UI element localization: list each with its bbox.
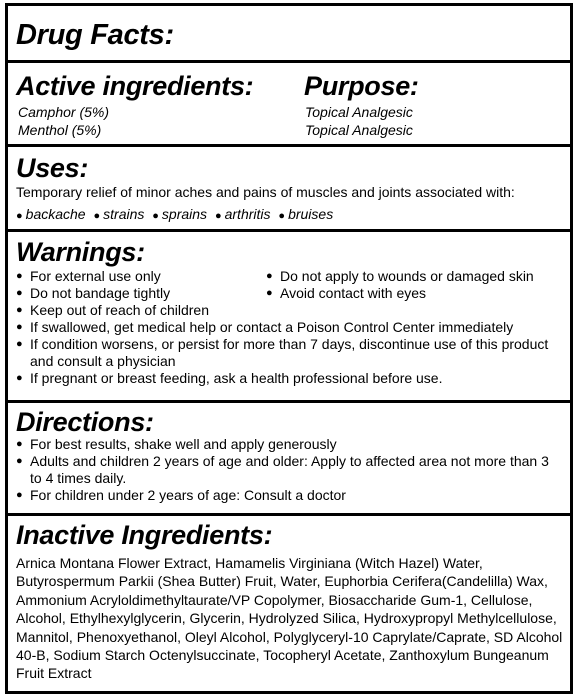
inactive-ingredients-text: Arnica Montana Flower Extract, Hamamelis Virginiana (Witch Hazel) Water, Butyrospermum Parkii (Shea Butter) Fruit, Water, Euphorbia Cerifera(Candelilla) Wax, Ammonium Acryloldimethyltaurate/VP Copolymer, Biosaccharide Gum-1, Cellulose, Alcohol, Ethylhexylglycerin, Glycerin, Hydrolyzed Silica, Hydroxypropyl Methylcellulose, Mannitol, Phenoxyethanol, Oleyl Alcohol, Polyglyceryl-10 Caprylate/Caprate, SD Alcohol 40-B, Sodium Starch Octenylsuccinate, Tocopheryl Acetate, Zanthoxylum Bungeanum Fruit Extract — [16, 555, 563, 682]
warning-item: ● If condition worsens, or persist for more than 7 days, discontinue use of this product and consult a physician — [16, 336, 564, 370]
directions-list — [16, 436, 556, 504]
purpose-heading: Purpose: — [304, 71, 419, 101]
uses-list — [16, 205, 337, 225]
bullet-icon: ● — [16, 210, 23, 222]
uses-section — [8, 147, 570, 229]
ingredient-item: Menthol (5%) — [18, 122, 102, 138]
warning-item: ● If pregnant or breast feeding, ask a health professional before use. — [16, 370, 564, 387]
bullet-icon: ● — [93, 210, 101, 222]
drug-facts-panel — [5, 3, 573, 694]
purpose-item: Topical Analgesic — [305, 122, 413, 138]
warning-item: ● For external use only — [16, 268, 256, 285]
warning-item: ● Do not bandage tightly — [16, 285, 256, 302]
directions-section — [8, 403, 570, 513]
uses-item: bruises — [288, 206, 334, 222]
bullet-icon: ● — [278, 210, 286, 222]
inactive-ingredients-section — [8, 516, 570, 691]
direction-item: ● Adults and children 2 years of age and older: Apply to affected area not more than 3 to 4 times daily. — [16, 453, 556, 487]
warnings-list — [16, 302, 564, 387]
uses-item: strains — [103, 206, 145, 222]
directions-heading: Directions: — [16, 407, 154, 437]
inactive-ingredients-heading: Inactive Ingredients: — [16, 520, 273, 550]
uses-item: arthritis — [224, 206, 271, 222]
page-title: Drug Facts: — [16, 19, 174, 51]
uses-text: Temporary relief of minor aches and pains of muscles and joints associated with: — [16, 184, 515, 200]
title-section — [8, 6, 570, 60]
ingredient-item: Camphor (5%) — [18, 104, 110, 120]
warning-item: ● If swallowed, get medical help or contact a Poison Control Center immediately — [16, 319, 564, 336]
uses-item: sprains — [161, 206, 208, 222]
bullet-icon: ● — [214, 210, 222, 222]
warnings-left-list — [16, 268, 256, 302]
direction-item: ● For best results, shake well and apply generously — [16, 436, 556, 453]
bullet-icon: ● — [152, 210, 159, 222]
purpose-item: Topical Analgesic — [305, 104, 413, 120]
warnings-right-list — [266, 268, 566, 302]
uses-heading: Uses: — [16, 153, 89, 183]
active-ingredients-section — [8, 63, 570, 144]
uses-item: backache — [25, 206, 86, 222]
warnings-section — [8, 232, 570, 400]
warning-item: ● Avoid contact with eyes — [266, 285, 566, 302]
warnings-heading: Warnings: — [16, 237, 145, 267]
direction-item: ● For children under 2 years of age: Consult a doctor — [16, 487, 556, 504]
warning-item: ● Keep out of reach of children — [16, 302, 564, 319]
warning-item: ● Do not apply to wounds or damaged skin — [266, 268, 566, 285]
active-ingredients-heading: Active ingredients: — [16, 71, 254, 101]
